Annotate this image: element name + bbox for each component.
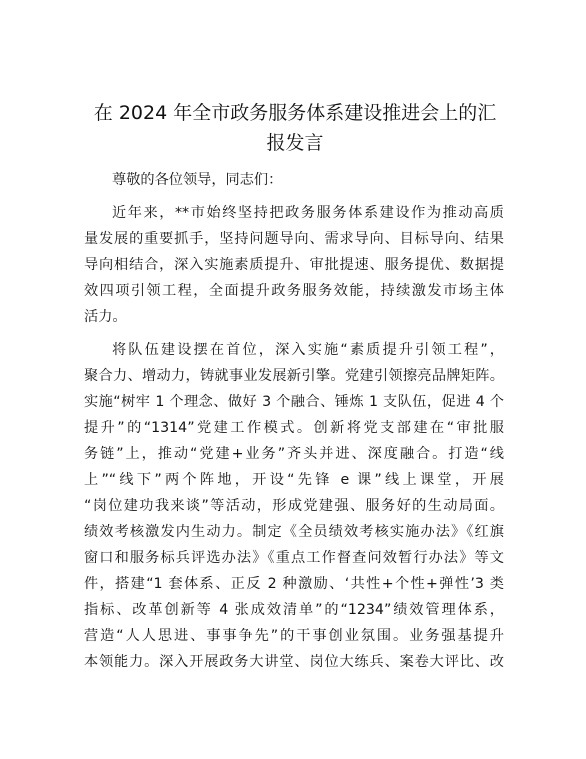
salutation-line: 尊敬的各位领导，同志们： <box>112 172 283 188</box>
body-line: 件，搭建“1 套体系、正反 2 种激励、‘共性+个性+弹性’3 类 <box>84 576 504 592</box>
body-line: 窗口和服务标兵评选办法》《重点工作督查问效暂行办法》等文 <box>84 550 504 566</box>
body-line: 本领能力。深入开展政务大讲堂、岗位大练兵、案卷大评比、改 <box>84 654 504 670</box>
title-line-2: 报发言 <box>266 132 324 154</box>
body-line: 绩效考核激发内生动力。制定《全员绩效考核实施办法》《红旗 <box>84 524 504 540</box>
body-line: 聚合力、增动力，铸就事业发展新引擎。党建引领擦亮品牌矩阵。 <box>84 368 504 384</box>
body-line: 导向相结合，深入实施素质提升、审批提速、服务提优、数据提 <box>84 257 504 273</box>
document-title <box>80 98 510 158</box>
title-line-1: 在 2024 年全市政务服务体系建设推进会上的汇 <box>93 102 497 124</box>
body-line: 量发展的重要抓手，坚持问题导向、需求导向、目标导向、结果 <box>84 231 504 247</box>
body-line: 营造“人人思进、事事争先”的干事创业氛围。业务强基提升 <box>84 628 504 644</box>
body-line: 将队伍建设摆在首位，深入实施“素质提升引领工程”， <box>112 342 504 358</box>
body-line: 务链”上，推动“党建+业务”齐头并进、深度融合。打造“线 <box>84 446 504 462</box>
body-line: “岗位建功我来谈”等活动，形成党建强、服务好的生动局面。 <box>84 498 504 514</box>
body-line: 效四项引领工程，全面提升政务服务效能，持续激发市场主体 <box>84 283 504 299</box>
body-line: 活力。 <box>84 309 127 325</box>
body-line: 近年来，**市始终坚持把政务服务体系建设作为推动高质 <box>112 205 504 221</box>
body-line: 提升”的“1314”党建工作模式。创新将党支部建在“审批服 <box>84 420 504 436</box>
body-line: 实施“树牢 1 个理念、做好 3 个融合、锤炼 1 支队伍，促进 4 个 <box>84 394 504 410</box>
body-line: 上”“线下”两个阵地，开设“先锋 e 课”线上课堂，开展 <box>84 472 504 488</box>
body-line: 指标、改革创新等 4 张成效清单”的“1234”绩效管理体系， <box>84 602 504 618</box>
